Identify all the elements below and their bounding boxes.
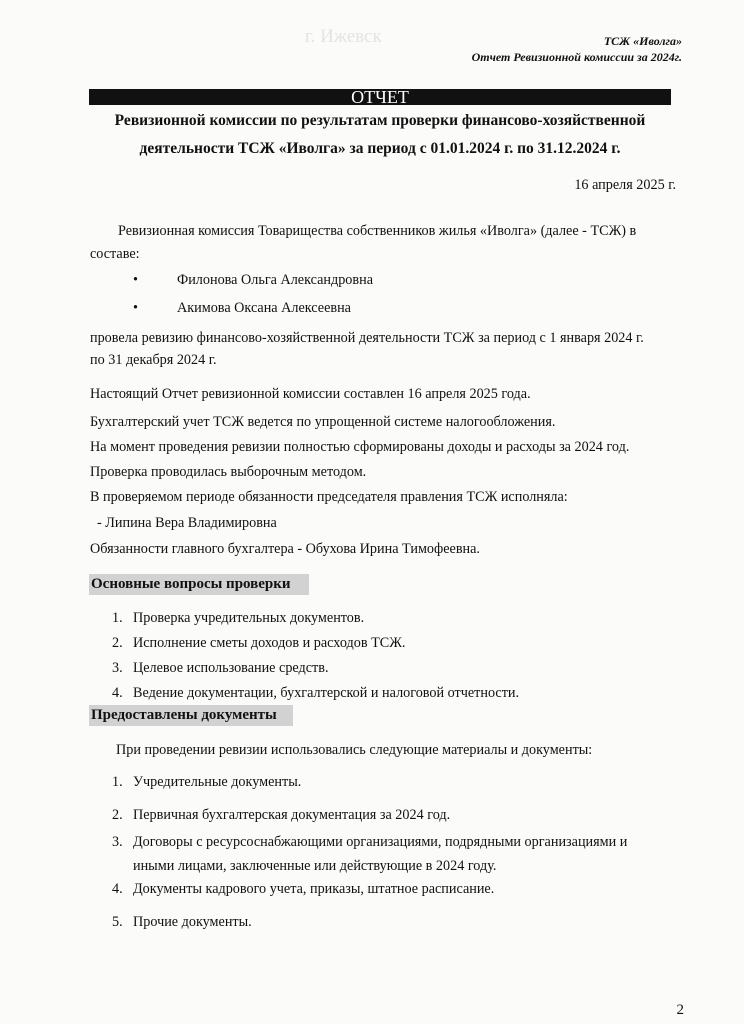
paragraph-5: В проверяемом периоде обязанности председателя правления ТСЖ исполняла: — [90, 489, 568, 505]
paragraph-2: Бухгалтерский учет ТСЖ ведется по упрощенной системе налогообложения. — [90, 414, 556, 430]
document-item-number: 3. — [112, 834, 123, 850]
documents-intro: При проведении ревизии использовались следующие материалы и документы: — [116, 742, 593, 758]
check-item: Проверка учредительных документов. — [133, 610, 365, 626]
check-item: Целевое использование средств. — [133, 660, 329, 676]
header-org: ТСЖ «Иволга» — [603, 34, 682, 48]
document-item-continuation: иными лицами, заключенные или действующие в 2024 году. — [133, 858, 497, 874]
intro-line-3: провела ревизию финансово-хозяйственной деятельности ТСЖ за период с 1 января 2024 г. — [90, 330, 644, 346]
check-item-number: 4. — [112, 685, 123, 701]
document-item: Договоры с ресурсоснабжающими организациями, подрядными организациями и — [133, 834, 628, 850]
paragraph-6: - Липина Вера Владимировна — [97, 515, 277, 531]
subtitle-line-2: деятельности ТСЖ «Иволга» за период с 01.01.2024 г. по 31.12.2024 г. — [139, 140, 621, 157]
section-heading-checks: Основные вопросы проверки — [89, 574, 309, 595]
check-item-number: 1. — [112, 610, 123, 626]
member-bullet-1: • — [133, 272, 138, 288]
document-item-number: 5. — [112, 914, 123, 930]
check-item: Ведение документации, бухгалтерской и налоговой отчетности. — [133, 685, 520, 701]
intro-line-4: по 31 декабря 2024 г. — [90, 352, 217, 368]
title-bar — [89, 89, 671, 105]
document-item: Первичная бухгалтерская документация за 2024 год. — [133, 807, 451, 823]
check-item: Исполнение сметы доходов и расходов ТСЖ. — [133, 635, 406, 651]
page-title: ОТЧЕТ — [351, 87, 409, 107]
section-heading-documents: Предоставлены документы — [89, 705, 293, 726]
intro-line-2: составе: — [90, 246, 140, 262]
document-item: Документы кадрового учета, приказы, штатное расписание. — [133, 881, 495, 897]
city-show-through: г. Ижевск — [305, 26, 382, 47]
report-date: 16 апреля 2025 г. — [574, 177, 676, 193]
member-2: Акимова Оксана Алексеевна — [177, 300, 351, 316]
document-item: Прочие документы. — [133, 914, 252, 930]
check-item-number: 3. — [112, 660, 123, 676]
paragraph-4: Проверка проводилась выборочным методом. — [90, 464, 367, 480]
page-number: 2 — [676, 1002, 684, 1018]
document-item: Учредительные документы. — [133, 774, 302, 790]
document-item-number: 1. — [112, 774, 123, 790]
intro-line-1: Ревизионная комиссия Товарищества собственников жилья «Иволга» (далее - ТСЖ) в — [118, 223, 637, 239]
document-item-number: 2. — [112, 807, 123, 823]
member-bullet-2: • — [133, 300, 138, 316]
member-1: Филонова Ольга Александровна — [177, 272, 373, 288]
paragraph-3: На момент проведения ревизии полностью сформированы доходы и расходы за 2024 год. — [90, 439, 630, 455]
document-item-number: 4. — [112, 881, 123, 897]
paragraph-7: Обязанности главного бухгалтера - Обухова Ирина Тимофеевна. — [90, 541, 480, 557]
check-item-number: 2. — [112, 635, 123, 651]
paragraph-1: Настоящий Отчет ревизионной комиссии составлен 16 апреля 2025 года. — [90, 386, 531, 402]
subtitle-line-1: Ревизионной комиссии по результатам проверки финансово-хозяйственной — [114, 112, 646, 129]
header-doc-title: Отчет Ревизионной комиссии за 2024г. — [471, 50, 682, 64]
